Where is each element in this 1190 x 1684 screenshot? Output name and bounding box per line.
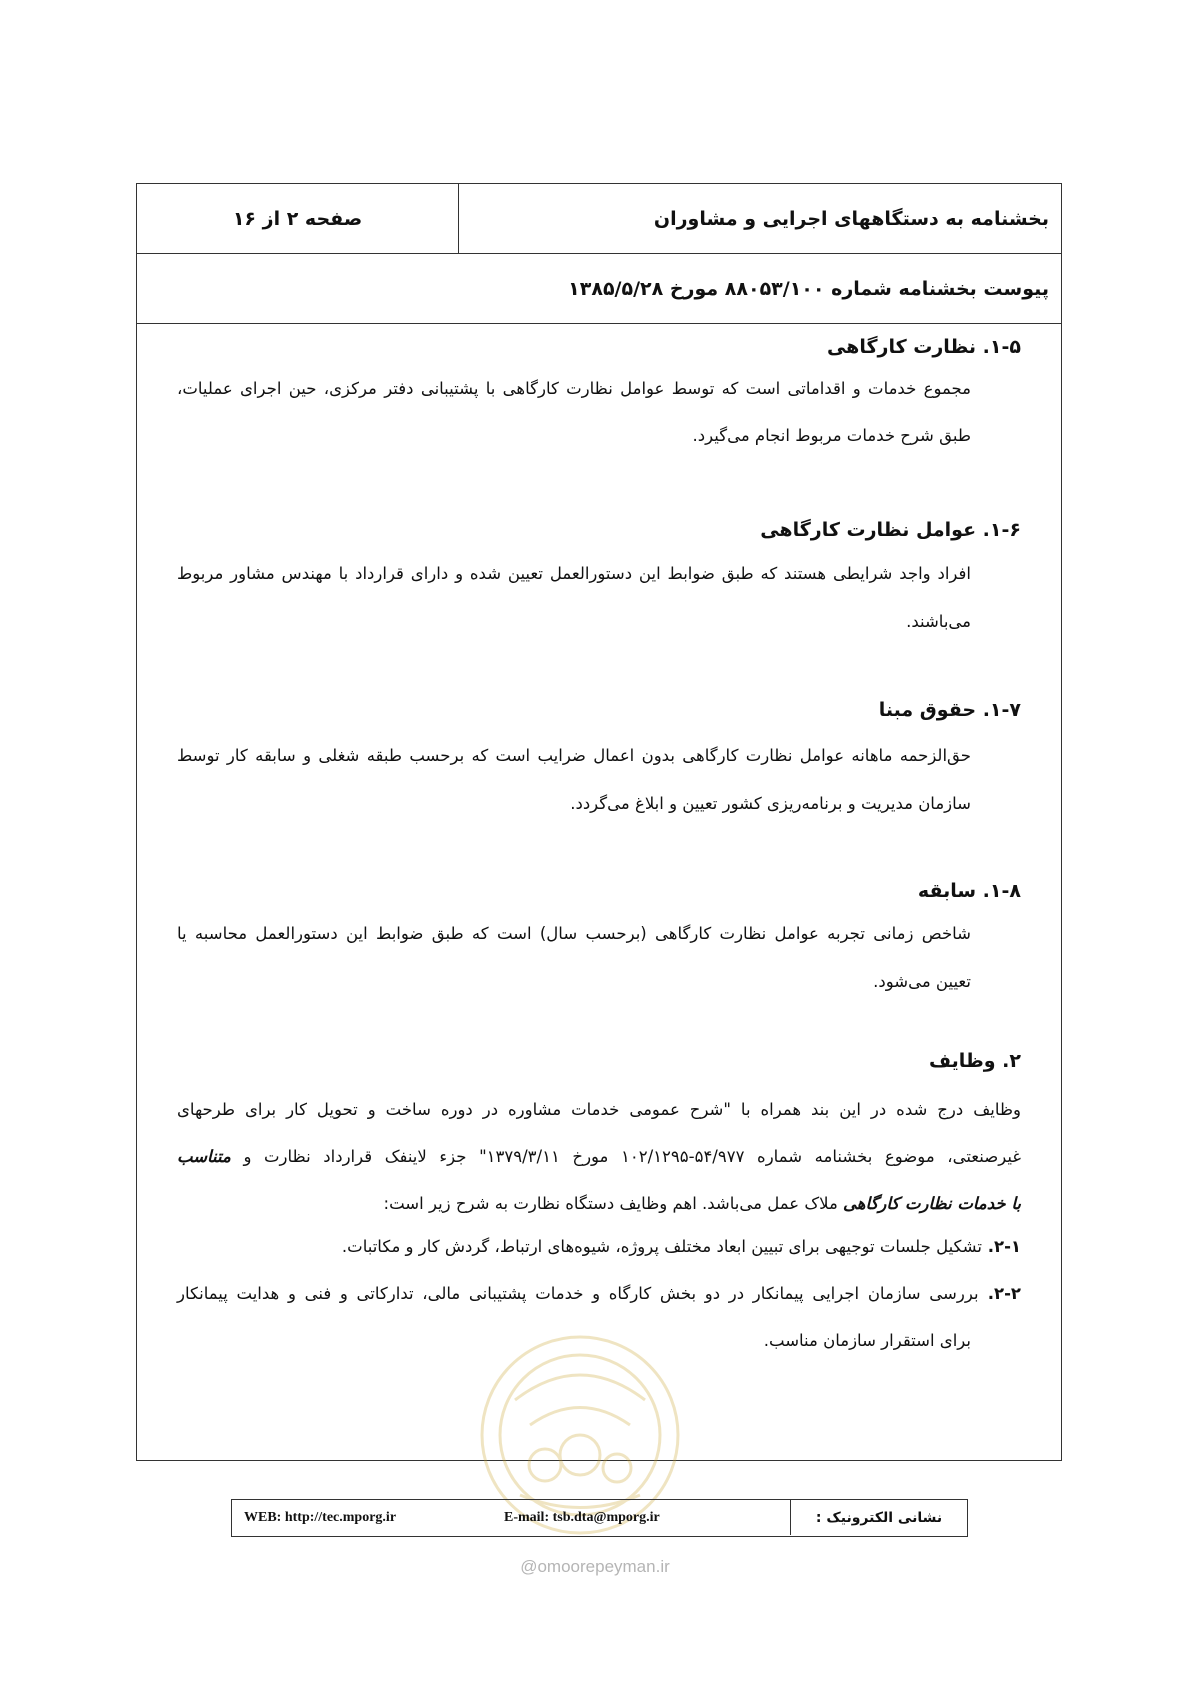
header-title: بخشنامه به دستگاههای اجرایی و مشاوران	[653, 208, 1049, 230]
header-row	[137, 184, 1061, 254]
list-item	[342, 1237, 1021, 1256]
list-item-text: تشکیل جلسات توجیهی برای تبیین ابعاد مختلف پروژه، شیوه‌های ارتباط، گردش کار و مکاتبات.	[341, 1237, 982, 1256]
section-heading: ۱-۷. حقوق مبنا	[878, 699, 1021, 721]
footer-web: WEB: http://tec.mporg.ir	[244, 1509, 397, 1525]
paragraph-line: شاخص زمانی تجربه عوامل نظارت کارگاهی (برحسب سال) است که طبق ضوابط این دستورالعمل محاسبه یا	[177, 924, 971, 943]
list-item	[177, 1284, 1021, 1303]
paragraph-text: ملاک عمل می‌باشد. اهم وظایف دستگاه نظارت به شرح زیر است:	[383, 1194, 844, 1213]
list-item-number: ۲-۱.	[981, 1237, 1021, 1256]
emphasis-text: با خدمات نظارت کارگاهی	[843, 1194, 1021, 1213]
paragraph-line: می‌باشند.	[906, 612, 971, 631]
paragraph-line: تعیین می‌شود.	[873, 972, 971, 991]
list-item-number: ۲-۲.	[978, 1284, 1021, 1303]
list-item-text: بررسی سازمان اجرایی پیمانکار در دو بخش کارگاه و خدمات پشتیبانی مالی، تدارکاتی و فنی و هدایت پیمانکار	[177, 1284, 979, 1303]
paragraph-line: برای استقرار سازمان مناسب.	[763, 1331, 971, 1350]
footer-contact-bar	[231, 1499, 968, 1537]
section-heading: ۱-۸. سابقه	[917, 880, 1021, 902]
section-heading: ۱-۶. عوامل نظارت کارگاهی	[760, 519, 1021, 541]
page-number: صفحه ۲ از ۱۶	[137, 184, 459, 254]
section-heading: ۲. وظایف	[928, 1050, 1021, 1072]
paragraph-text: غیرصنعتی، موضوع بخشنامه شماره ۵۴/۹۷۷-۱۰۲/۱۲۹۵ مورخ ۱۳۷۹/۳/۱۱" جزء لاینفک قرارداد نظارت و	[230, 1147, 1021, 1166]
paragraph-line	[177, 1147, 1021, 1166]
header-subtitle: پیوست بخشنامه شماره ۸۸۰۵۳/۱۰۰ مورخ ۱۳۸۵/۵/۲۸	[568, 278, 1049, 300]
emphasis-text: متناسب	[177, 1147, 231, 1166]
watermark-text: @omoorepeyman.ir	[520, 1557, 670, 1576]
paragraph-line: حق‌الزحمه ماهانه عوامل نظارت کارگاهی بدون اعمال ضرایب است که برحسب طبقه شغلی و سابقه کار توسط	[177, 746, 971, 765]
paragraph-line: وظایف درج شده در این بند همراه با "شرح عمومی خدمات مشاوره در دوره ساخت و تحویل کار برای طرحهای	[177, 1100, 1021, 1119]
footer-label: نشانی الکترونیک :	[790, 1500, 967, 1535]
letter-frame	[136, 183, 1062, 1461]
header-subtitle-row	[137, 254, 1061, 324]
section-heading: ۱-۵. نظارت کارگاهی	[826, 336, 1021, 358]
paragraph-line: طبق شرح خدمات مربوط انجام می‌گیرد.	[692, 426, 971, 445]
paragraph-line	[384, 1194, 1021, 1213]
footer-email: E-mail: tsb.dta@mporg.ir	[504, 1509, 660, 1525]
paragraph-line: مجموع خدمات و اقداماتی است که توسط عوامل نظارت کارگاهی با پشتیبانی دفتر مرکزی، حین اجرای عملیات،	[177, 379, 971, 398]
paragraph-line: سازمان مدیریت و برنامه‌ریزی کشور تعیین و ابلاغ می‌گردد.	[570, 794, 971, 813]
paragraph-line: افراد واجد شرایطی هستند که طبق ضوابط این دستورالعمل تعیین شده و دارای قرارداد با مهندس مشاور مربوط	[177, 564, 971, 583]
